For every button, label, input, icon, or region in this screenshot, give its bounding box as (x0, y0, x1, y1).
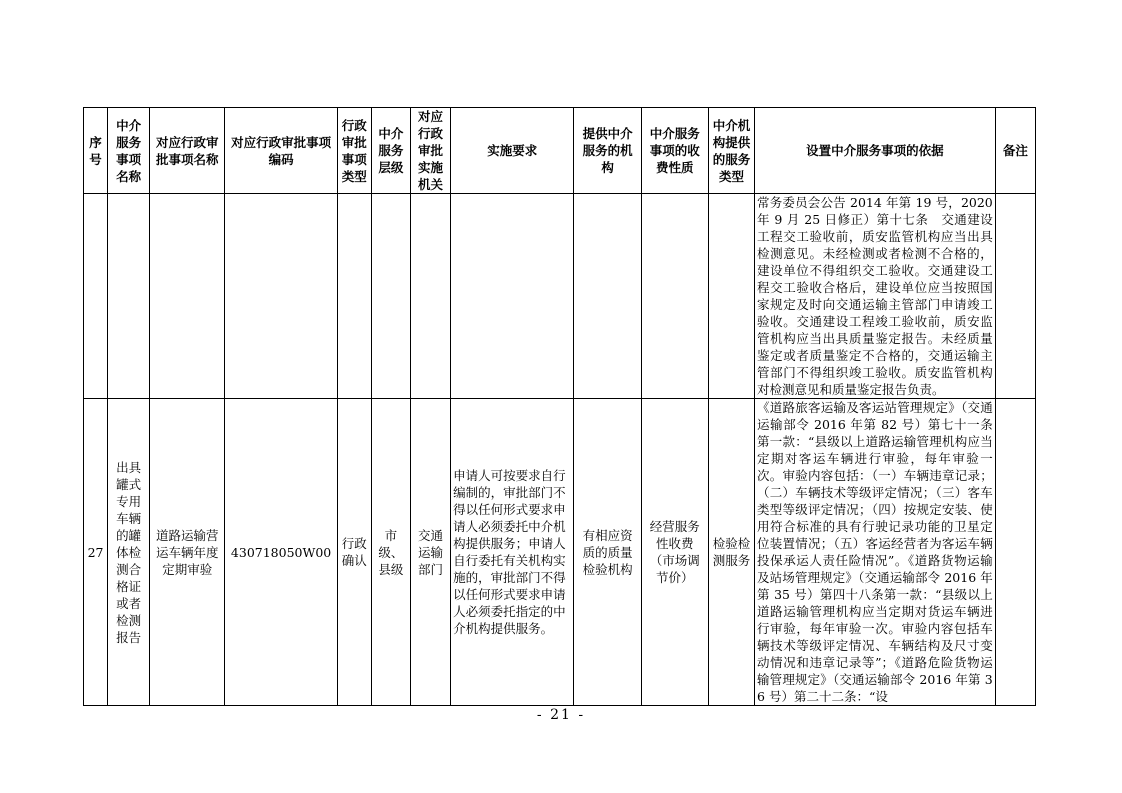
cell-empty (150, 194, 225, 399)
table-row-27 (84, 399, 1036, 706)
cell-admin-code: 430718050W00 (225, 399, 337, 706)
cell-empty (451, 194, 574, 399)
header-row (84, 108, 1036, 194)
header-service-type: 中介机构提供的服务类型 (708, 108, 754, 194)
header-admin-name: 对应行政审批事项名称 (150, 108, 225, 194)
cell-empty (641, 194, 708, 399)
header-fee-nature: 中介服务事项的收费性质 (641, 108, 708, 194)
cell-empty (995, 194, 1035, 399)
cell-empty (84, 194, 108, 399)
cell-agency: 交通运输部门 (410, 399, 450, 706)
header-approval-type: 行政审批事项类型 (337, 108, 371, 194)
cell-admin-name: 道路运输营运车辆年度定期审验 (150, 399, 225, 706)
cell-service-type: 检验检测服务 (708, 399, 754, 706)
header-requirements: 实施要求 (451, 108, 574, 194)
header-admin-code: 对应行政审批事项编码 (225, 108, 337, 194)
table-row-continued (84, 194, 1036, 399)
cell-empty (225, 194, 337, 399)
cell-empty (337, 194, 371, 399)
header-provider: 提供中介服务的机构 (574, 108, 641, 194)
cell-seq: 27 (84, 399, 108, 706)
header-basis: 设置中介服务事项的依据 (755, 108, 996, 194)
cell-empty (371, 194, 410, 399)
cell-empty (108, 194, 150, 399)
cell-provider: 有相应资质的质量检验机构 (574, 399, 641, 706)
header-agency: 对应行政审批实施机关 (410, 108, 450, 194)
cell-approval-type: 行政确认 (337, 399, 371, 706)
cell-requirements: 申请人可按要求自行编制的，审批部门不得以任何形式要求申请人必须委托中介机构提供服务；申请人自行委托有关机构实施的，审批部门不得以任何形式要求申请人必须委托指定的中介机构提供服务。 (451, 399, 574, 706)
cell-empty (708, 194, 754, 399)
cell-basis: 《道路旅客运输及客运站管理规定》（交通运输部令 2016 年第 82 号）第七十一条第一款：“县级以上道路运输管理机构应当定期对客运车辆进行审验，每年审验一次。审验内容包括：（一）车辆违章记录；（二）车辆技术等级评定情况；（三）客车类型等级评定情况；（四）按规定安装、使用符合标准的具有行驶记录功能的卫星定位装置情况；（五）客运经营者为客运车辆投保承运人责任险情况”。《道路货物运输及站场管理规定》（交通运输部令 2016 年第 35 号）第四十八条第一款：“县级以上道路运输管理机构应当定期对货运车辆进行审验，每年审验一次。审验内容包括车辆技术等级评定情况、车辆结构及尺寸变动情况和违章记录等”；《道路危险货物运输管理规定》（交通运输部令 2016 年第 36 号）第二十二条：“设 (755, 399, 996, 706)
header-seq: 序号 (84, 108, 108, 194)
cell-empty (410, 194, 450, 399)
cell-remarks (995, 399, 1035, 706)
header-service-level: 中介服务层级 (371, 108, 410, 194)
cell-basis-continued: 常务委员会公告 2014 年第 19 号，2020 年 9 月 25 日修正）第十七条 交通建设工程交工验收前，质安监管机构应当出具检测意见。未经检测或者检测不合格的，建设单位不得组织交工验收。交通建设工程交工验收合格后，建设单位应当按照国家规定及时向交通运输主管部门申请竣工验收。交通建设工程竣工验收前，质安监管机构应当出具质量鉴定报告。未经质量鉴定或者质量鉴定不合格的，交通运输主管部门不得组织竣工验收。质安监管机构对检测意见和质量鉴定报告负责。 (755, 194, 996, 399)
intermediary-services-table (83, 107, 1036, 706)
header-service-name: 中介服务事项名称 (108, 108, 150, 194)
cell-service-level: 市级、县级 (371, 399, 410, 706)
cell-fee-nature: 经营服务性收费（市场调节价） (641, 399, 708, 706)
cell-service-name: 出具罐式专用车辆的罐体检测合格证或者检测报告 (108, 399, 150, 706)
cell-empty (574, 194, 641, 399)
page-number: - 21 - (536, 707, 586, 723)
header-remarks: 备注 (995, 108, 1035, 194)
